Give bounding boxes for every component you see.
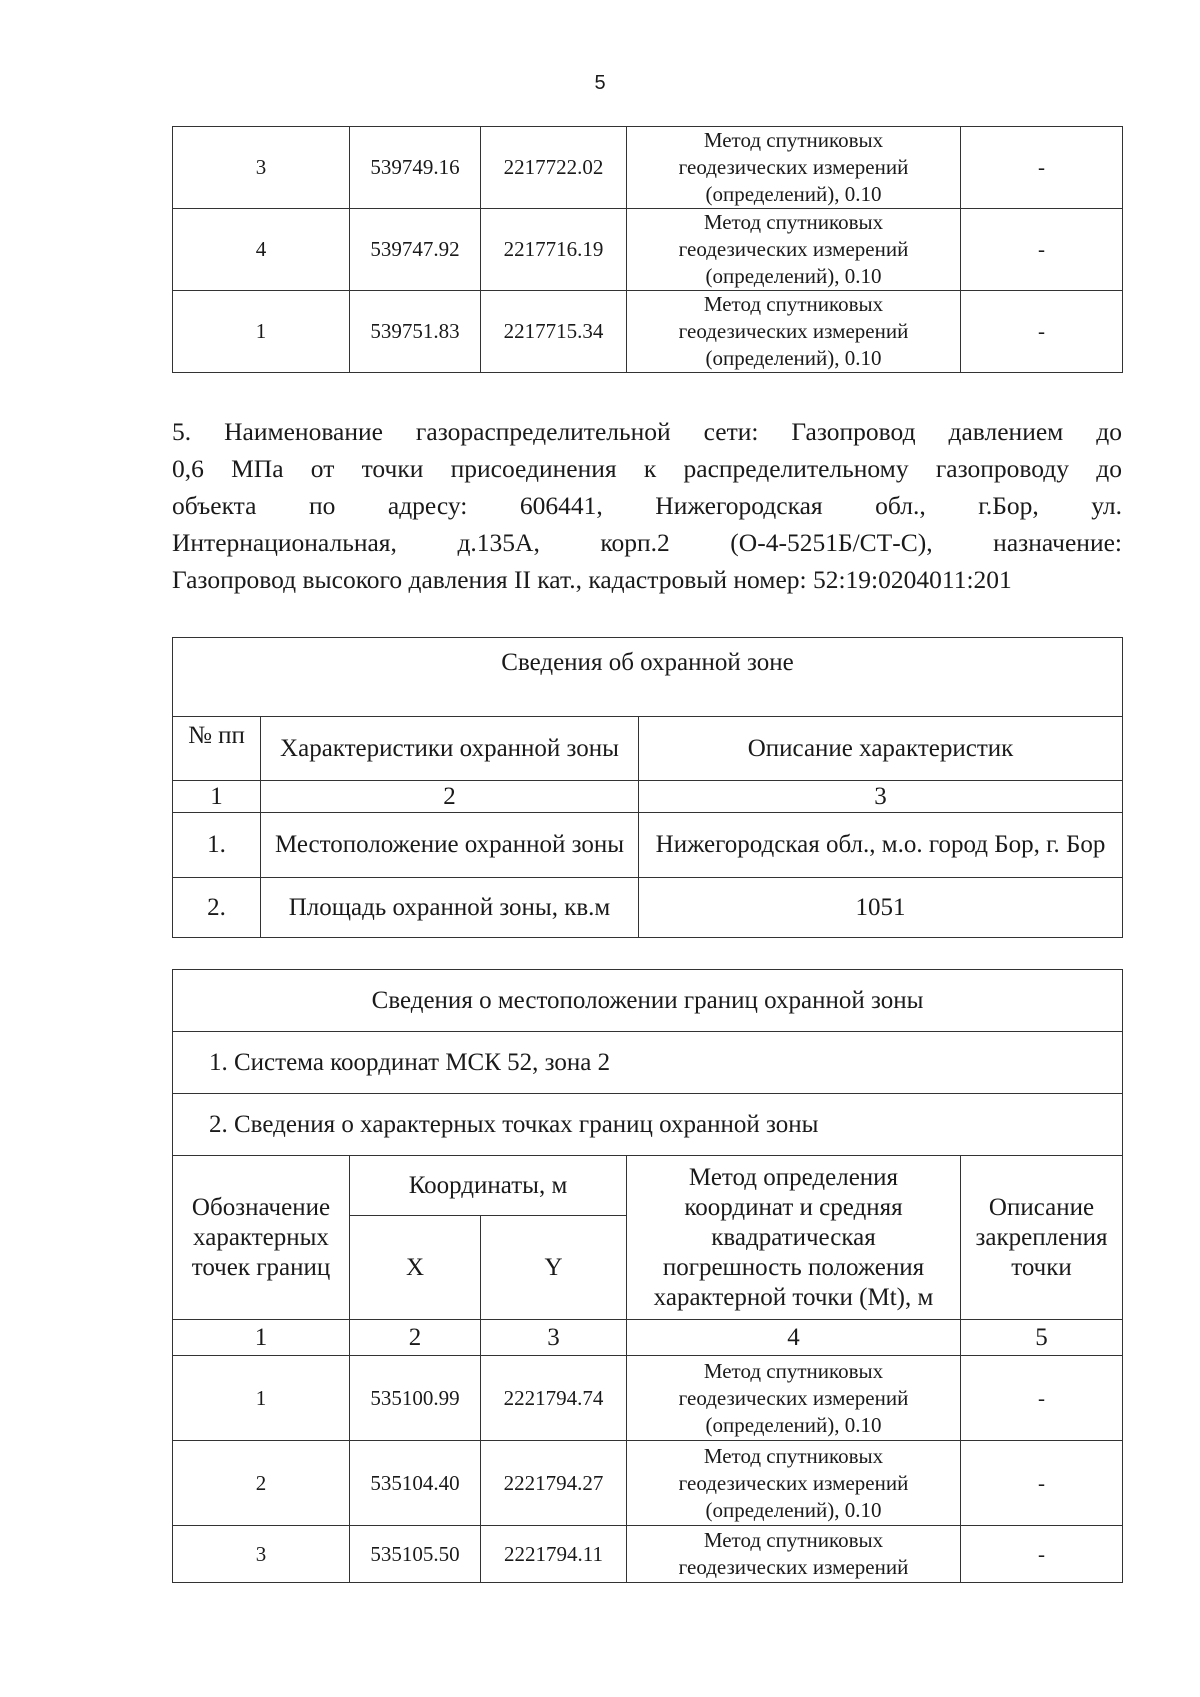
header-coordinates: Координаты, м [350,1156,627,1216]
paragraph-line: Интернациональная, д.135А, корп.2 (О-4-5251Б/СТ-С), назначение: [172,528,1122,557]
header-characteristics: Характеристики охранной зоны [261,717,639,781]
boundary-points-table [172,969,1123,1583]
row-value: 1051 [639,878,1123,938]
table-row [173,127,1123,209]
table-row [173,878,1123,938]
point-number: 1 [173,1356,350,1441]
coordinate-system: 1. Система координат МСК 52, зона 2 [173,1032,1123,1094]
row-number: 2. [173,878,261,938]
paragraph-line: Газопровод высокого давления II кат., кадастровый номер: 52:19:0204011:201 [172,565,1012,594]
point-number: 4 [173,209,350,291]
index-cell: 5 [961,1320,1123,1356]
point-number: 3 [173,1526,350,1583]
coord-y: 2221794.27 [481,1441,627,1526]
index-cell: 2 [261,781,639,813]
fixing-description: - [961,127,1123,209]
index-cell: 3 [639,781,1123,813]
point-number: 1 [173,291,350,373]
table-row [173,1441,1123,1526]
index-cell: 4 [627,1320,961,1356]
table-row [173,1526,1123,1583]
coord-x: 539751.83 [350,291,481,373]
page-number: 5 [594,72,606,94]
point-number: 2 [173,1441,350,1526]
index-cell: 1 [173,781,261,813]
fixing-description: - [961,291,1123,373]
coord-y: 2221794.74 [481,1356,627,1441]
fixing-description: - [961,1441,1123,1526]
coord-x: 539749.16 [350,127,481,209]
paragraph-line: 5. Наименование газораспределительной сети: Газопровод давлением до [172,417,1122,446]
table-row [173,1356,1123,1441]
bounds-table-caption: Сведения о местоположении границ охранной зоны [173,970,1123,1032]
coord-x: 535104.40 [350,1441,481,1526]
row-number: 1. [173,813,261,878]
header-description: Описание характеристик [639,717,1123,781]
coordinates-table-continued [172,126,1123,373]
coord-y: 2217716.19 [481,209,627,291]
row-name: Местоположение охранной зоны [261,813,639,878]
coord-y: 2221794.11 [481,1526,627,1583]
paragraph-line: 0,6 МПа от точки присоединения к распределительному газопроводу до [172,454,1122,483]
paragraph-line: объекта по адресу: 606441, Нижегородская обл., г.Бор, ул. [172,491,1122,520]
method-cell: Метод спутниковых геодезических измерений (определений), 0.10 [627,1356,961,1441]
row-name: Площадь охранной зоны, кв.м [261,878,639,938]
table-row [173,209,1123,291]
coord-x: 535105.50 [350,1526,481,1583]
coord-x: 535100.99 [350,1356,481,1441]
coord-y: 2217715.34 [481,291,627,373]
header-method: Метод определения координат и средняя квадратическая погрешность положения характерной точки (Mt), м [627,1156,961,1320]
point-number: 3 [173,127,350,209]
header-number: № пп [173,717,261,781]
fixing-description: - [961,1526,1123,1583]
method-cell: Метод спутниковых геодезических измерений [627,1526,961,1583]
fixing-description: - [961,1356,1123,1441]
protection-zone-table [172,637,1123,938]
index-cell: 3 [481,1320,627,1356]
coord-y: 2217722.02 [481,127,627,209]
header-description: Описание закрепления точки [961,1156,1123,1320]
fixing-description: - [961,209,1123,291]
method-cell: Метод спутниковых геодезических измерений (определений), 0.10 [627,127,961,209]
method-cell: Метод спутниковых геодезических измерений (определений), 0.10 [627,209,961,291]
points-section-title: 2. Сведения о характерных точках границ охранной зоны [173,1094,1123,1156]
header-x: X [350,1216,481,1320]
index-cell: 2 [350,1320,481,1356]
method-cell: Метод спутниковых геодезических измерений (определений), 0.10 [627,1441,961,1526]
method-cell: Метод спутниковых геодезических измерений (определений), 0.10 [627,291,961,373]
row-value: Нижегородская обл., м.о. город Бор, г. Бор [639,813,1123,878]
header-points: Обозначение характерных точек границ [173,1156,350,1320]
table-row [173,291,1123,373]
header-y: Y [481,1216,627,1320]
zone-table-caption: Сведения об охранной зоне [173,638,1123,717]
coord-x: 539747.92 [350,209,481,291]
index-cell: 1 [173,1320,350,1356]
network-description-paragraph [172,413,1122,598]
table-row [173,813,1123,878]
